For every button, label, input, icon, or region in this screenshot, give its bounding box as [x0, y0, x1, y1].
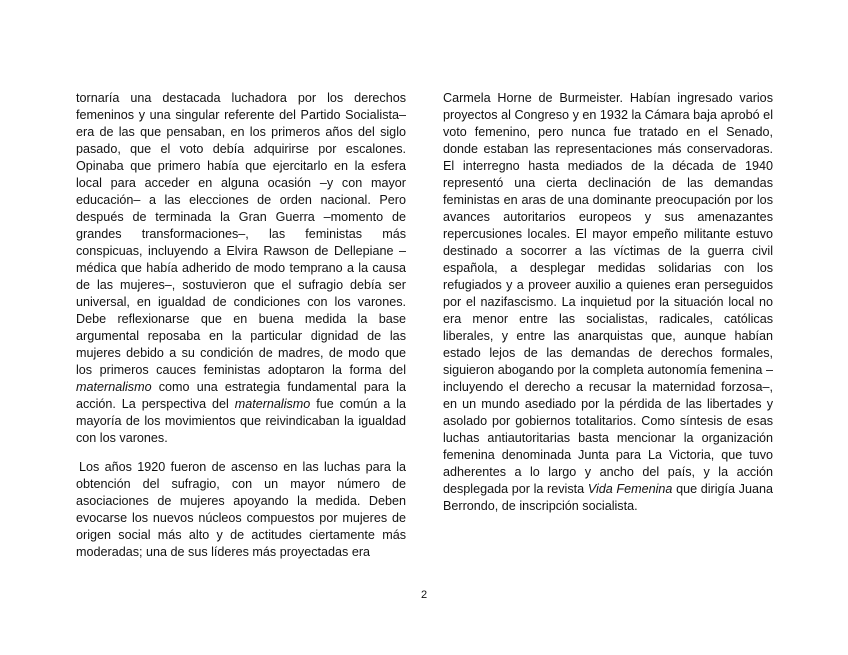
- page-number: 2: [420, 589, 428, 601]
- text-run: tornaría una destacada luchadora por los derechos femeninos y una singular referente del Partido Socialista–era de las que pensaban, en los primeros años del siglo pasado, que el voto debía adquirirse por escalones. Opinaba que primero había que ejercitarlo en la esfera local para acceder en alguna ocasión –y con mayor educación– a las elecciones de orden nacional. Pero después de terminada la Gran Guerra –momento de grandes transformaciones–, las feministas más conspicuas, incluyendo a Elvira Rawson de Dellepiane –médica que había adherido de modo temprano a la causa de las mujeres–, sostuvieron que el sufragio debía ser universal, en igualdad de condiciones con los varones. Debe reflexionarse que en buena medida la base argumental reposaba en la particular dignidad de las mujeres debido a su condición de madres, de modo que los primeros cauces feministas adoptaron la forma del: [76, 91, 406, 377]
- left-paragraph-2: Los años 1920 fueron de ascenso en las luchas para la obtención del sufragio, con un mayor número de asociaciones de mujeres apoyando la medida. Deben evocarse los nuevos núcleos compuestos por mujeres de origen social más alto y de actitudes ciertamente más moderadas; una de sus líderes más proyectadas era: [76, 460, 406, 559]
- right-column: [443, 90, 773, 515]
- left-column: [76, 90, 406, 561]
- text-run: Carmela Horne de Burmeister. Habían ingresado varios proyectos al Congreso y en 1932 la Cámara baja aprobó el voto femenino, pero nunca fue tratado en el Senado, donde estaban las representaciones más conservadoras. El interregno hasta mediados de la década de 1940 representó una cierta declinación de las demandas feministas en aras de una dominante preocupación por los avances autoritarios europeos y sus amenazantes repercusiones locales. El mayor empeño militante estuvo destinado a socorrer a las víctimas de la guerra civil española, a desplegar medidas solidarias con los refugiados y a proveer auxilio a quienes eran perseguidos por el nazifascismo. La inquietud por la situación local no era menor entre las socialistas, radicales, católicas liberales, y entre las anarquistas que, aunque habían estado lejos de las demandas de derechos formales, siguieron abogando por la completa autonomía femenina –incluyendo el derecho a recusar la maternidad forzosa–, en un mundo asediado por la pérdida de las libertades y asolado por gobiernos totalitarios. Como síntesis de esas luchas antiautoritarias basta mencionar la organización femenina denominada Junta para La Victoria, que tuvo adherentes a lo largo y ancho del país, y la acción desplegada por la revista: [443, 91, 773, 496]
- text-run: fue común a la mayoría de los movimientos que reivindicaban la igualdad con los varones.: [76, 397, 406, 445]
- right-paragraph-1: [443, 90, 773, 515]
- left-paragraph-1: [76, 90, 406, 447]
- text-run: como una estrategia fundamental para la acción. La perspectiva del: [76, 380, 406, 411]
- emphasis-vida-femenina: Vida Femenina: [587, 482, 673, 496]
- text-run: que dirigía Juana Berrondo, de inscripción socialista.: [443, 482, 773, 513]
- emphasis-maternalismo: maternalismo: [76, 380, 152, 394]
- emphasis-maternalismo: maternalismo: [234, 397, 311, 411]
